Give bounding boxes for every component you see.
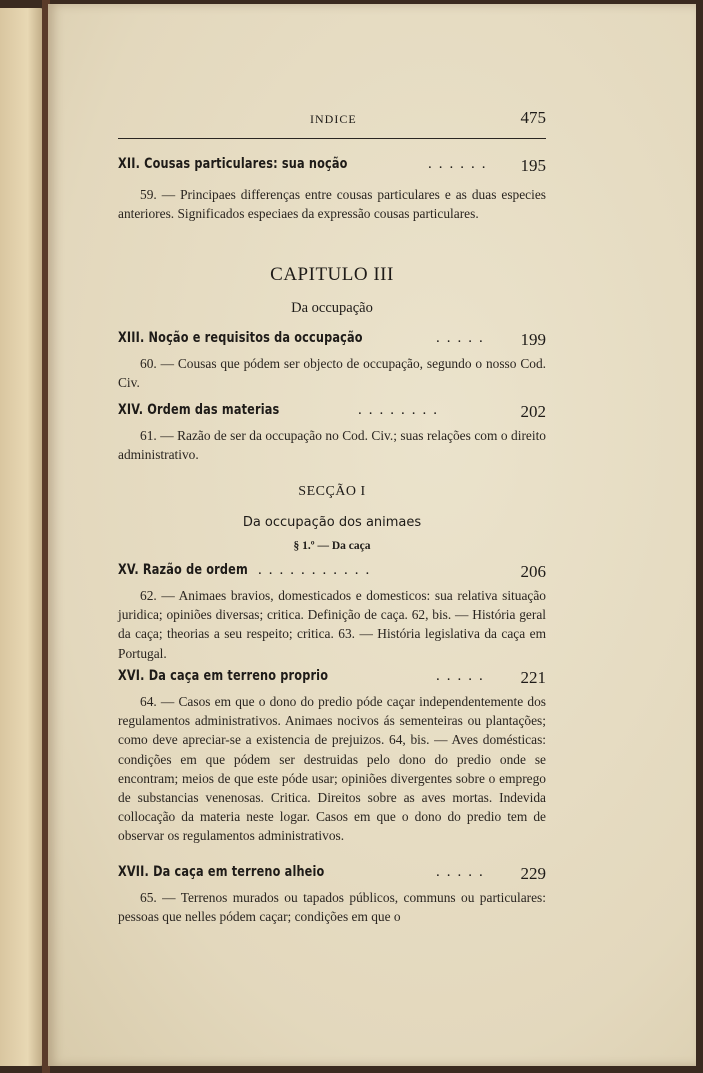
section-xiv [118, 402, 546, 424]
section-page: 195 [520, 156, 546, 175]
paragraph-65: 65. — Terrenos murados ou tapados públicos, communs ou particulares: pessoas que nelles pódem caçar; condições em que o [118, 890, 546, 925]
leader-dots: ..... [436, 864, 490, 880]
paragraph-59: 59. — Principaes differenças entre cousas particulares e as duas especies anteriores. Significados especiaes da expressão cousas particulares. [118, 187, 546, 222]
section-page: 206 [520, 562, 546, 581]
leader-dots: ........... [258, 562, 377, 578]
section-heading: XVI. Da caça em terreno proprio [118, 668, 329, 684]
chapter-title: CAPITULO III [270, 264, 394, 285]
section-heading: XV. Razão de ordem [118, 562, 248, 578]
section-page: 202 [520, 402, 546, 421]
paragraph-mark: § 1.º — Da caça [293, 540, 371, 552]
header-title: INDICE [310, 112, 357, 126]
leader-dots: ..... [436, 668, 490, 684]
paragraph-62: 62. — Animaes bravios, domesticados e domesticos: sua relativa situação juridica; opiniões diversas; critica. Definição de caça. 62, bis. — História geral da caça; theorias a seu respeito; critica. 63. — História legislativa da caça em Portugal. [118, 588, 546, 661]
leader-dots: ...... [428, 156, 493, 172]
section-xvi [118, 668, 546, 690]
section-heading: XIII. Noção e requisitos da occupação [118, 330, 363, 346]
left-page-edge [0, 8, 46, 1066]
section-xii [118, 156, 546, 178]
chapter-subtitle: Da occupação [291, 300, 373, 316]
section-page: 221 [520, 668, 546, 687]
section-heading: XII. Cousas particulares: sua noção [118, 156, 348, 172]
leader-dots: ..... [436, 330, 490, 346]
page-number: 475 [520, 108, 546, 127]
section-xiii [118, 330, 546, 352]
seccao-subtitle: Da occupação dos animaes [242, 515, 422, 530]
paragraph-64: 64. — Casos em que o dono do predio póde caçar independentemente dos regulamentos administrativos. Animaes nocivos ás sementeiras ou plantações; como deve apreciar-se a existencia de prejuizos. 64, bis. — Aves domésticas: condições em que pódem ser destruidas pelo dono do predio onde se encontram; meios de que este póde usar; opiniões divergentes sobre o emprego de substancias venenosas. Critica. Direitos sobre as aves mortas. Indevida collocação da materia neste logar. Casos em que o dono do predio tem de observar os regulamentos administrativos. [118, 694, 546, 844]
section-page: 229 [520, 864, 546, 883]
leader-dots: ........ [358, 402, 444, 418]
book-page [48, 4, 696, 1066]
section-heading: XIV. Ordem das materias [118, 402, 280, 418]
section-heading: XVII. Da caça em terreno alheio [118, 864, 325, 880]
running-header [118, 108, 546, 139]
seccao-title: SECÇÃO I [298, 484, 366, 499]
paragraph-61: 61. — Razão de ser da occupação no Cod. Civ.; suas relações com o direito administrativo. [118, 428, 546, 463]
paragraph-60: 60. — Cousas que pódem ser objecto de occupação, segundo o nosso Cod. Civ. [118, 356, 546, 391]
section-xv [118, 562, 546, 584]
section-page: 199 [520, 330, 546, 349]
section-xvii [118, 864, 546, 886]
